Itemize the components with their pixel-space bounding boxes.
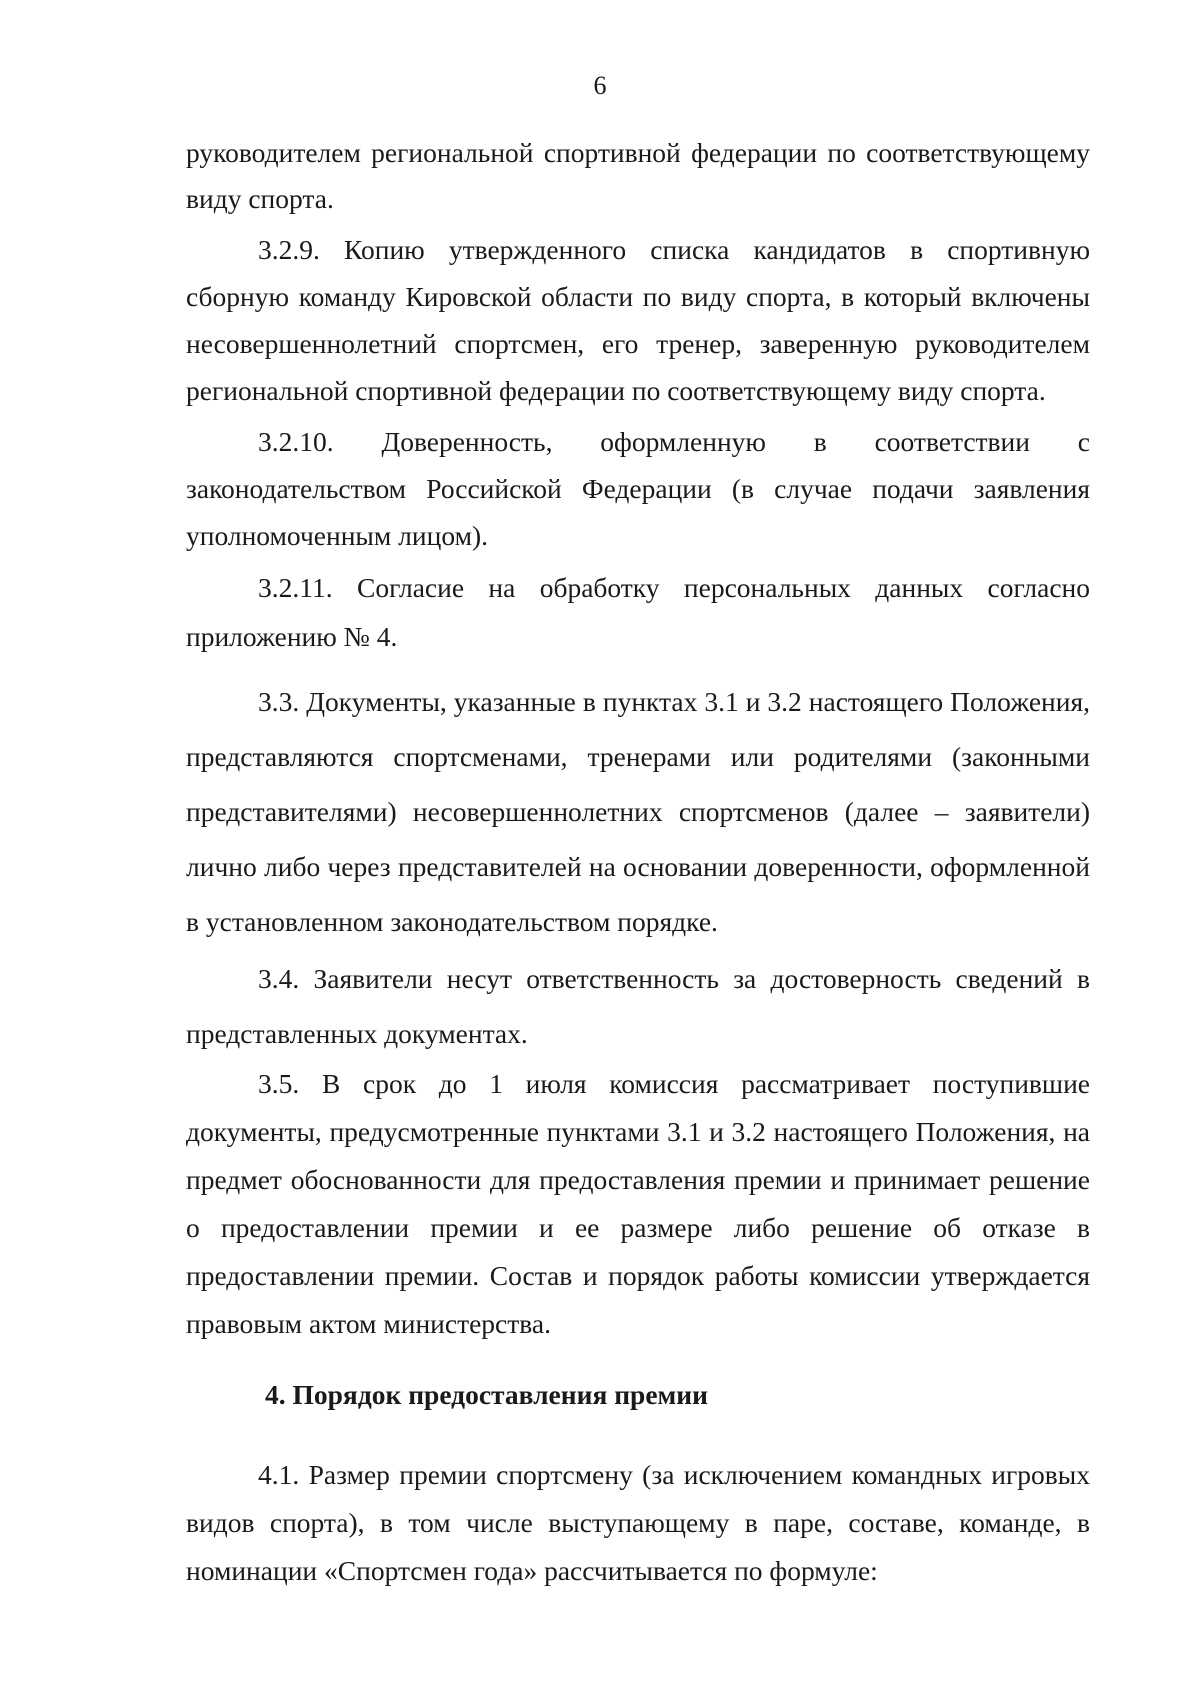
- paragraph-3-2-10: 3.2.10. Доверенность, оформленную в соответствии с законодательством Российской Федерации (в случае подачи заявления уполномоченным лицом).: [186, 426, 1090, 551]
- paragraph-continuation: руководителем региональной спортивной федерации по соответствующему виду спорта.: [186, 137, 1090, 214]
- paragraph-3-3: 3.3. Документы, указанные в пунктах 3.1 и 3.2 настоящего Положения, представляются спортсменами, тренерами или родителями (законными представителями) несовершеннолетних спортсменов (далее – заявители) лично либо через представителей на основании доверенности, оформленной в установленном законодательством порядке.: [186, 686, 1090, 937]
- paragraph-3-2-9: 3.2.9. Копию утвержденного списка кандидатов в спортивную сборную команду Кировской области по виду спорта, в который включены несовершеннолетний спортсмен, его тренер, заверенную руководителем региональной спортивной федерации по соответствующему виду спорта.: [186, 234, 1090, 406]
- page-number: 6: [593, 71, 607, 100]
- paragraph-3-2-11: 3.2.11. Согласие на обработку персональных данных согласно приложению № 4.: [186, 572, 1090, 652]
- paragraph-3-5: 3.5. В срок до 1 июля комиссия рассматривает поступившие документы, предусмотренные пунктами 3.1 и 3.2 настоящего Положения, на предмет обоснованности для предоставления премии и принимает решение о предоставлении премии и ее размере либо решение об отказе в предоставлении премии. Состав и порядок работы комиссии утверждается правовым актом министерства.: [186, 1068, 1090, 1339]
- section-heading: 4. Порядок предоставления премии: [265, 1379, 708, 1410]
- paragraph-4-1: 4.1. Размер премии спортсмену (за исключением командных игровых видов спорта), в том числе выступающему в паре, составе, команде, в номинации «Спортсмен года» рассчитывается по формуле:: [186, 1459, 1090, 1586]
- paragraph-3-4: 3.4. Заявители несут ответственность за достоверность сведений в представленных документах.: [186, 963, 1090, 1049]
